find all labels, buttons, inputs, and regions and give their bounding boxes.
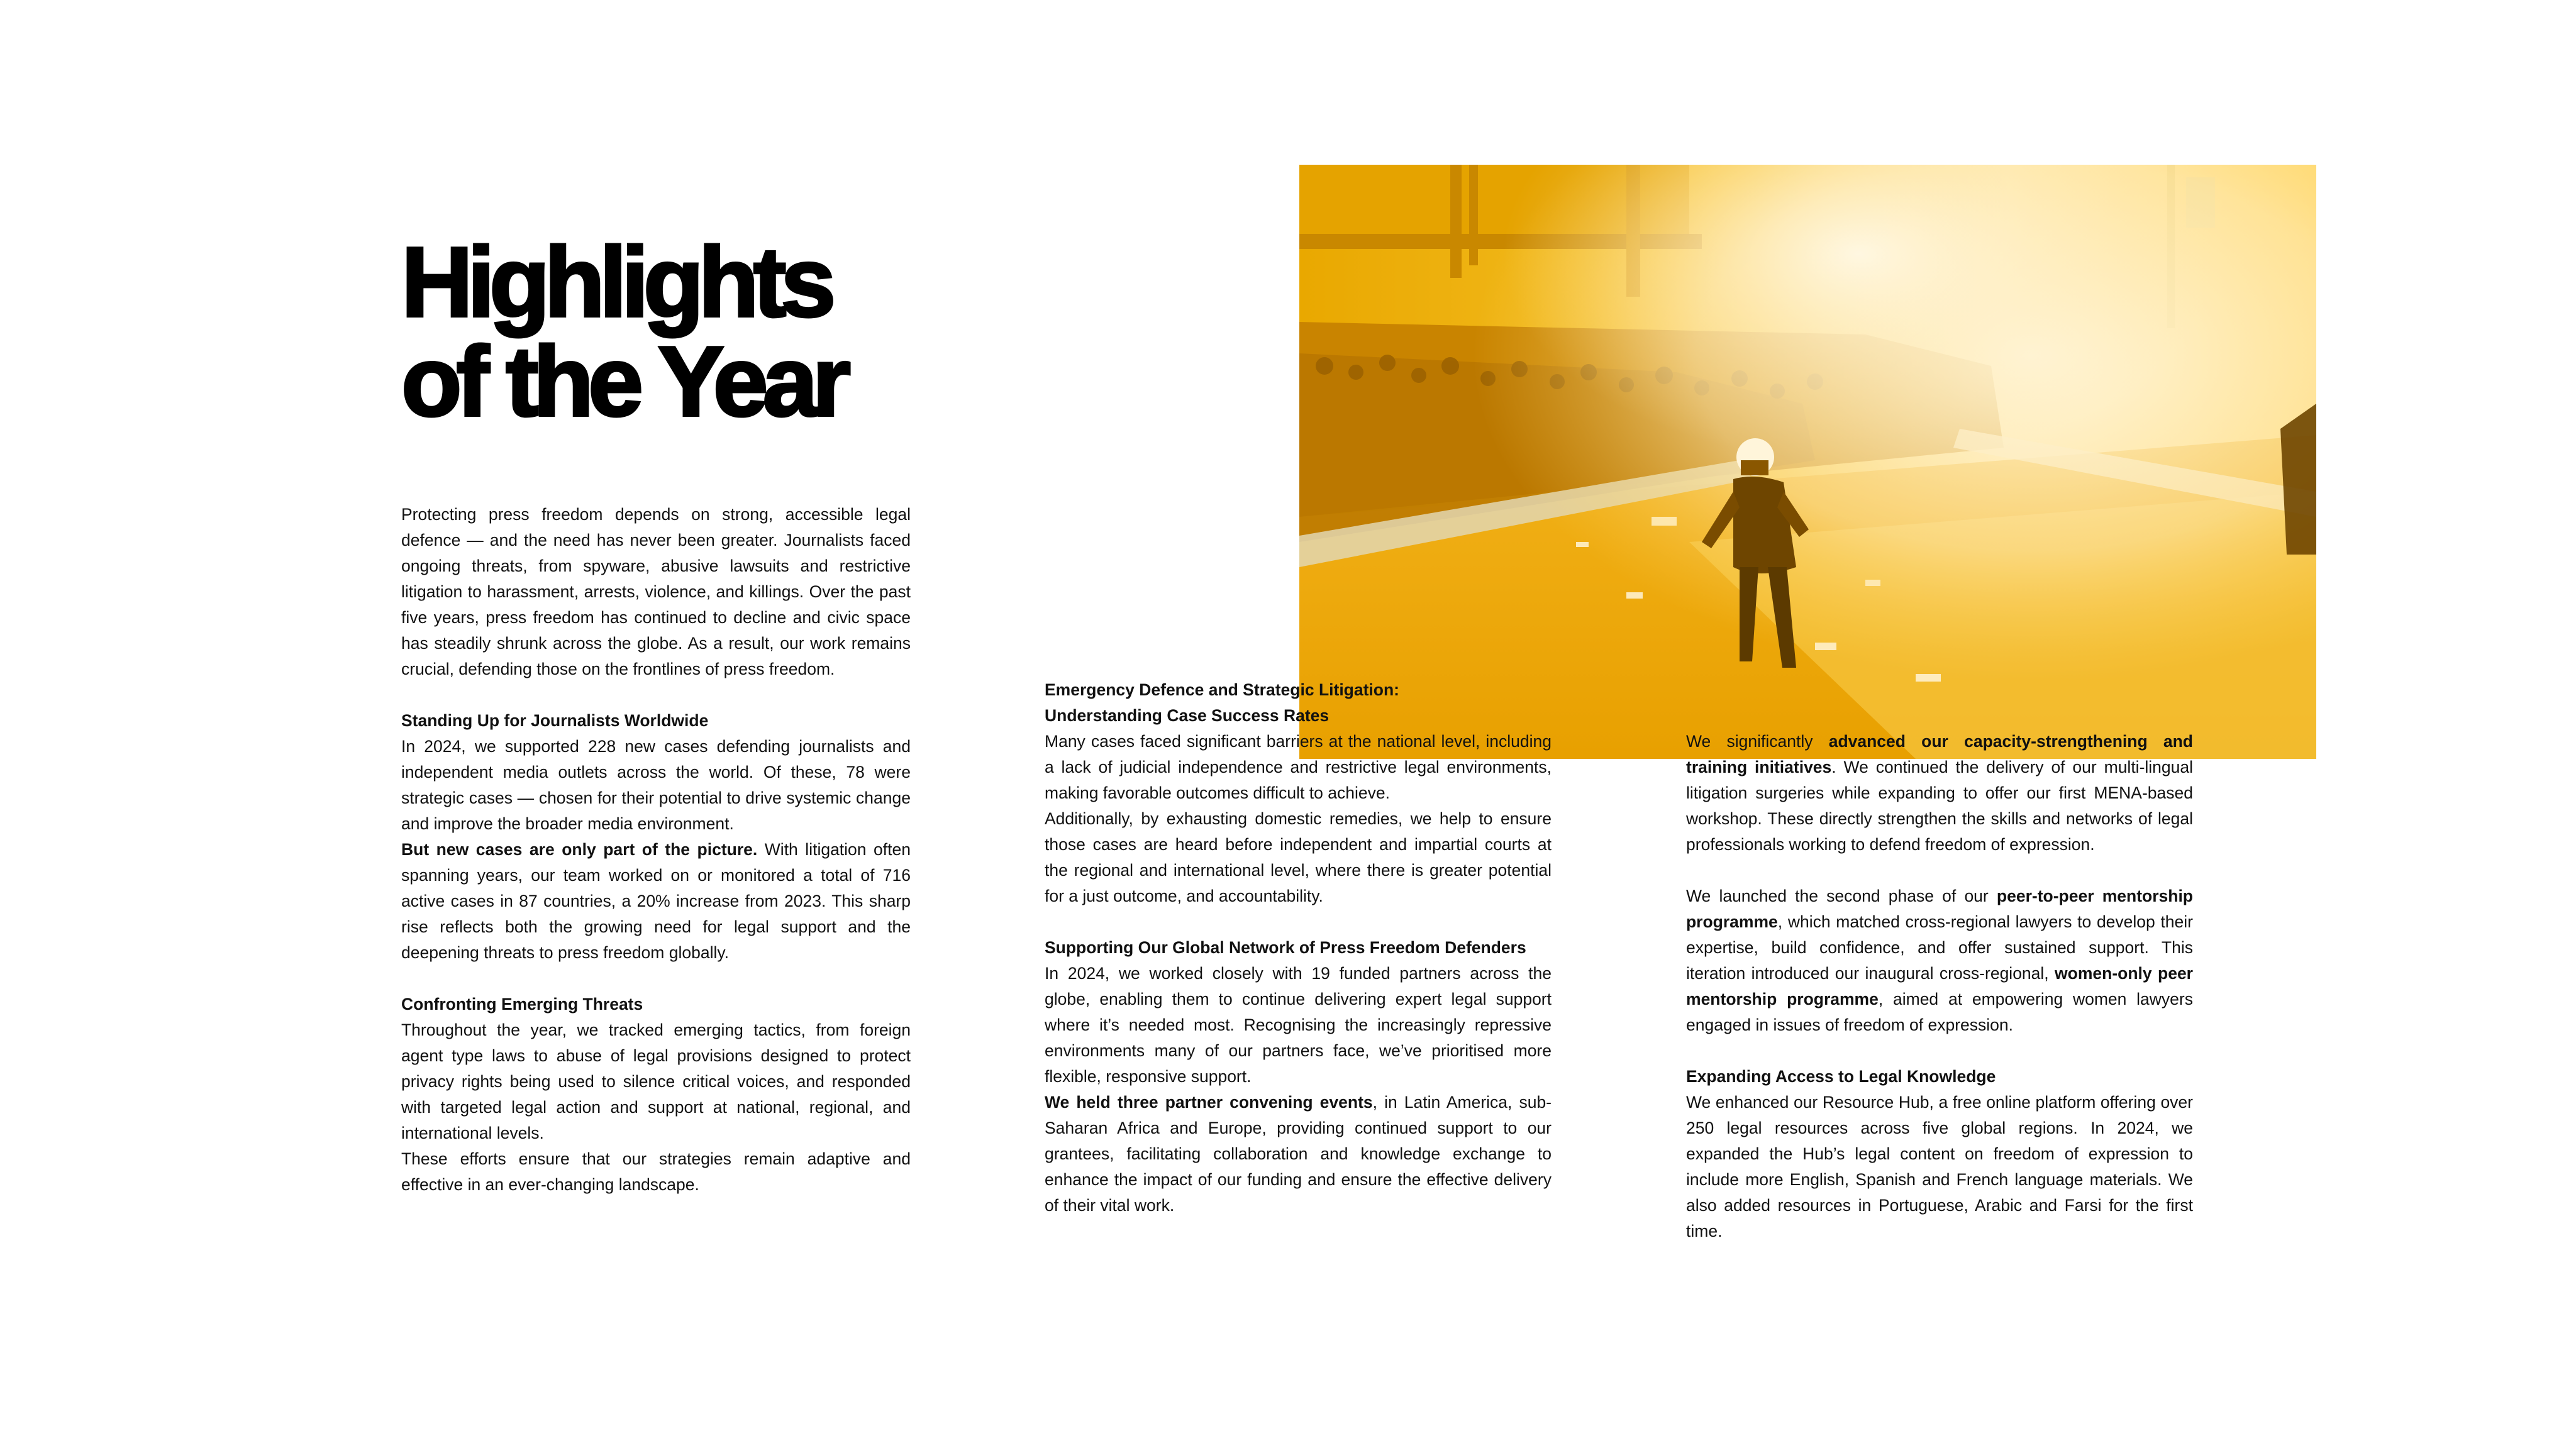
- column-right: [1686, 729, 2193, 1244]
- text-run: We launched the second phase of our: [1686, 887, 1997, 905]
- text-run: , which matched cross-regional lawyers to develop their expertise, build confidence, and offer sustained support. This iteration introduced our inaugural cross-regional,: [1686, 912, 2193, 983]
- section-text: We enhanced our Resource Hub, a free online platform offering over 250 legal resources across five global regions. In 2024, we expanded the Hub’s legal content on freedom of expression to include more English, Spanish and French language materials. We also added resources in Portuguese, Arabic and Farsi for the first time.: [1686, 1093, 2193, 1241]
- paragraph-body: , in Latin America, sub-Saharan Africa and Europe, providing continued support to our grantees, facilitating collaboration and knowledge exchange to enhance the impact of our funding and ensure the effective delivery of their vital work.: [1045, 1093, 1552, 1215]
- mentorship-paragraph: [1686, 883, 2193, 1038]
- section-heading-line-2: Understanding Case Success Rates: [1045, 706, 1330, 725]
- paragraph-body: With litigation often spanning years, our team worked on or monitored a total of 716 active cases in 87 countries, a 20% increase from 2023. This sharp rise reflects both the growing need for legal support and the deepening threats to press freedom globally.: [401, 840, 911, 962]
- capacity-paragraph: [1686, 729, 2193, 858]
- section-global-network: [1045, 935, 1552, 1090]
- section-legal-knowledge: [1686, 1064, 2193, 1244]
- section-emergency-defence: [1045, 677, 1552, 806]
- bold-phrase: advanced our capacity-strengthening and training initiatives: [1686, 732, 2193, 777]
- convening-events-paragraph: [1045, 1090, 1552, 1219]
- text-run: . We continued the delivery of our multi-lingual litigation surgeries while expanding to offer our first MENA-based workshop. These directly strengthen the skills and networks of legal professionals working to defend freedom of expression.: [1686, 758, 2194, 854]
- section-heading: Supporting Our Global Network of Press Freedom Defenders: [1045, 938, 1526, 957]
- page-title: [401, 227, 845, 437]
- text-run: We significantly: [1686, 732, 1829, 751]
- bold-lead: We held three partner convening events: [1045, 1093, 1373, 1112]
- column-middle: [1045, 677, 1552, 1219]
- section-text: Many cases faced significant barriers at the national level, including a lack of judicial independence and restrictive legal environments, making favorable outcomes difficult to achieve.: [1045, 732, 1552, 802]
- domestic-remedies-paragraph: Additionally, by exhausting domestic remedies, we help to ensure those cases are heard before independent and impartial courts at the regional and international level, where there is greater potential for a just outcome, and accountability.: [1045, 809, 1552, 905]
- column-left: [401, 502, 911, 1198]
- section-text: In 2024, we worked closely with 19 funded partners across the globe, enabling them to continue delivering expert legal support where it’s needed most. Recognising the increasingly repressive environments many of our partners face, we’ve prioritised more flexible, responsive support.: [1045, 964, 1552, 1086]
- section-heading: Confronting Emerging Threats: [401, 995, 643, 1014]
- bold-lead: But new cases are only part of the picture.: [401, 840, 758, 859]
- page-title-line-2: of the Year: [401, 326, 845, 437]
- section-standing-up: [401, 708, 911, 837]
- section-heading: [1045, 677, 1552, 729]
- text-run: , aimed at empowering women lawyers engaged in issues of freedom of expression.: [1686, 990, 2193, 1034]
- section-text: In 2024, we supported 228 new cases defending journalists and independent media outlets across the world. Of these, 78 were strategic cases — chosen for their potential to drive systemic change and improve the broader media environment.: [401, 737, 911, 833]
- section-text: Throughout the year, we tracked emerging tactics, from foreign agent type laws to abuse of legal provisions designed to protect privacy rights being used to silence critical voices, and responded with targeted legal action and support at national, regional, and international levels.: [401, 1020, 911, 1142]
- closing-paragraph: These efforts ensure that our strategies remain adaptive and effective in an ever-changing landscape.: [401, 1149, 911, 1194]
- new-cases-paragraph: [401, 837, 911, 966]
- section-emerging-threats: [401, 992, 911, 1146]
- section-heading: Standing Up for Journalists Worldwide: [401, 711, 709, 730]
- protest-photo: [1299, 165, 2316, 759]
- section-heading-line-1: Emergency Defence and Strategic Litigation:: [1045, 680, 1399, 699]
- bold-phrase: peer-to-peer mentorship programme: [1686, 887, 2193, 931]
- bold-phrase: women-only peer mentorship programme: [1686, 964, 2193, 1009]
- section-heading: Expanding Access to Legal Knowledge: [1686, 1067, 1996, 1086]
- page-title-line-1: Highlights: [401, 227, 831, 338]
- intro-paragraph: Protecting press freedom depends on strong, accessible legal defence — and the need has never been greater. Journalists faced ongoing threats, from spyware, abusive lawsuits and restrictive litigation to harassment, arrests, violence, and killings. Over the past five years, press freedom has continued to decline and civic space has steadily shrunk across the globe. As a result, our work remains crucial, defending those on the frontlines of press freedom.: [401, 505, 911, 678]
